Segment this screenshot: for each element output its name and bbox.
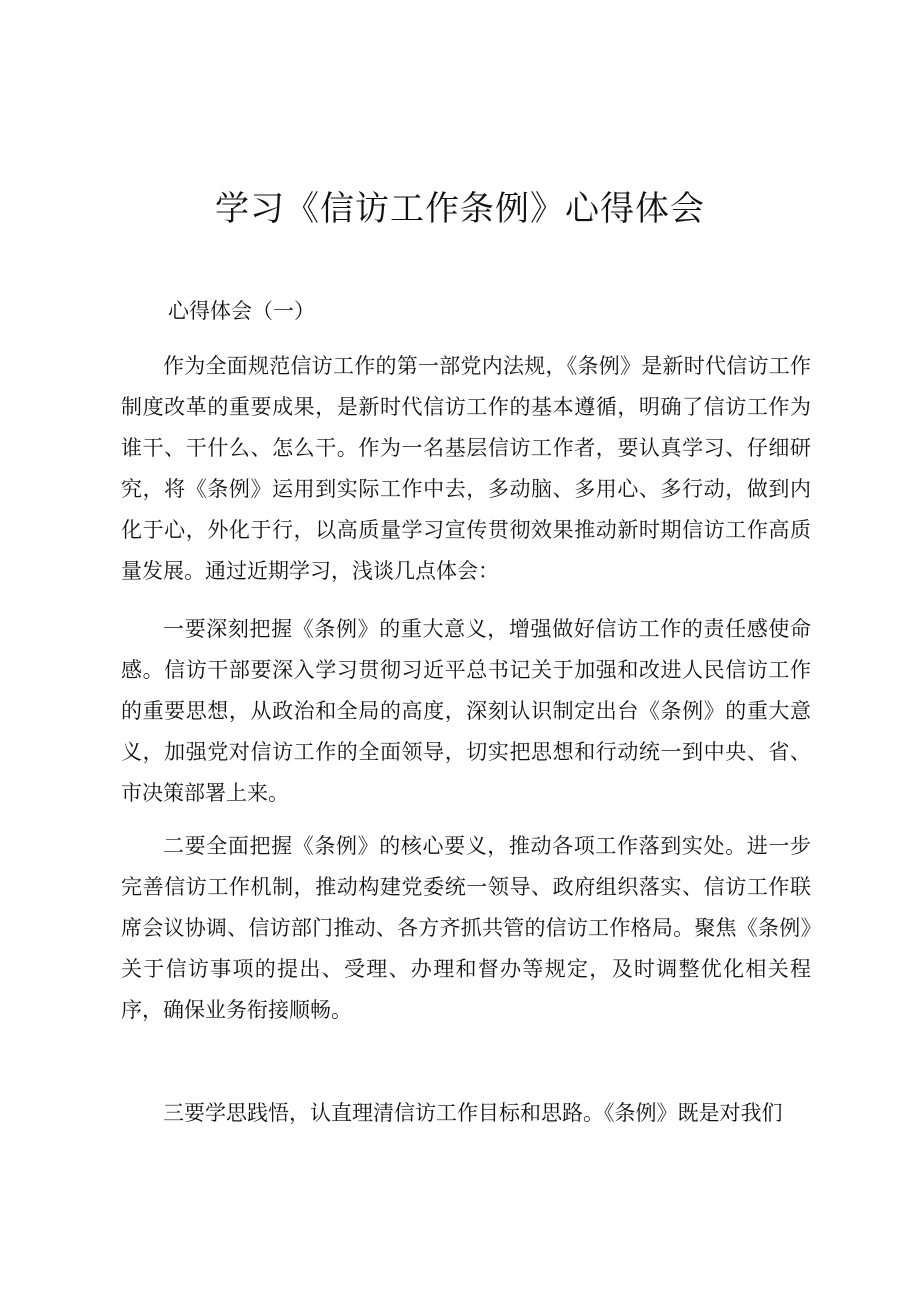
paragraph-intro: 作为全面规范信访工作的第一部党内法规，《条例》是新时代信访工作制度改革的重要成果，是新时代信访工作的基本遵循，明确了信访工作为谁干、干什么、怎么干。作为一名基层信访工作者，要认真学习、仔细研究，将《条例》运用到实际工作中去，多动脑、多用心、多行动，做到内化于心，外化于行，以高质量学习宣传贯彻效果推动新时期信访工作高质量发展。通过近期学习，浅谈几点体会：: [121, 354, 811, 583]
section-heading: 心得体会（一）: [168, 299, 315, 323]
paragraph-point-one: 一要深刻把握《条例》的重大意义，增强做好信访工作的责任感使命感。信访干部要深入学习贯彻习近平总书记关于加强和改进人民信访工作的重要思想，从政治和全局的高度，深刻认识制定出台《条例》的重大意义，加强党对信访工作的全面领导，切实把思想和行动统一到中央、省、市决策部署上来。: [121, 617, 811, 805]
document-title: 学习《信访工作条例》心得体会: [215, 189, 705, 229]
paragraph-point-three: 三要学思践悟，认直理清信访工作目标和思路。《条例》既是对我们: [163, 1101, 783, 1125]
paragraph-point-two: 二要全面把握《条例》的核心要义，推动各项工作落到实处。进一步完善信访工作机制，推动构建党委统一领导、政府组织落实、信访工作联席会议协调、信访部门推动、各方齐抓共管的信访工作格局。聚焦《条例》关于信访事项的提出、受理、办理和督办等规定，及时调整优化相关程序，确保业务衔接顺畅。: [121, 834, 811, 1022]
